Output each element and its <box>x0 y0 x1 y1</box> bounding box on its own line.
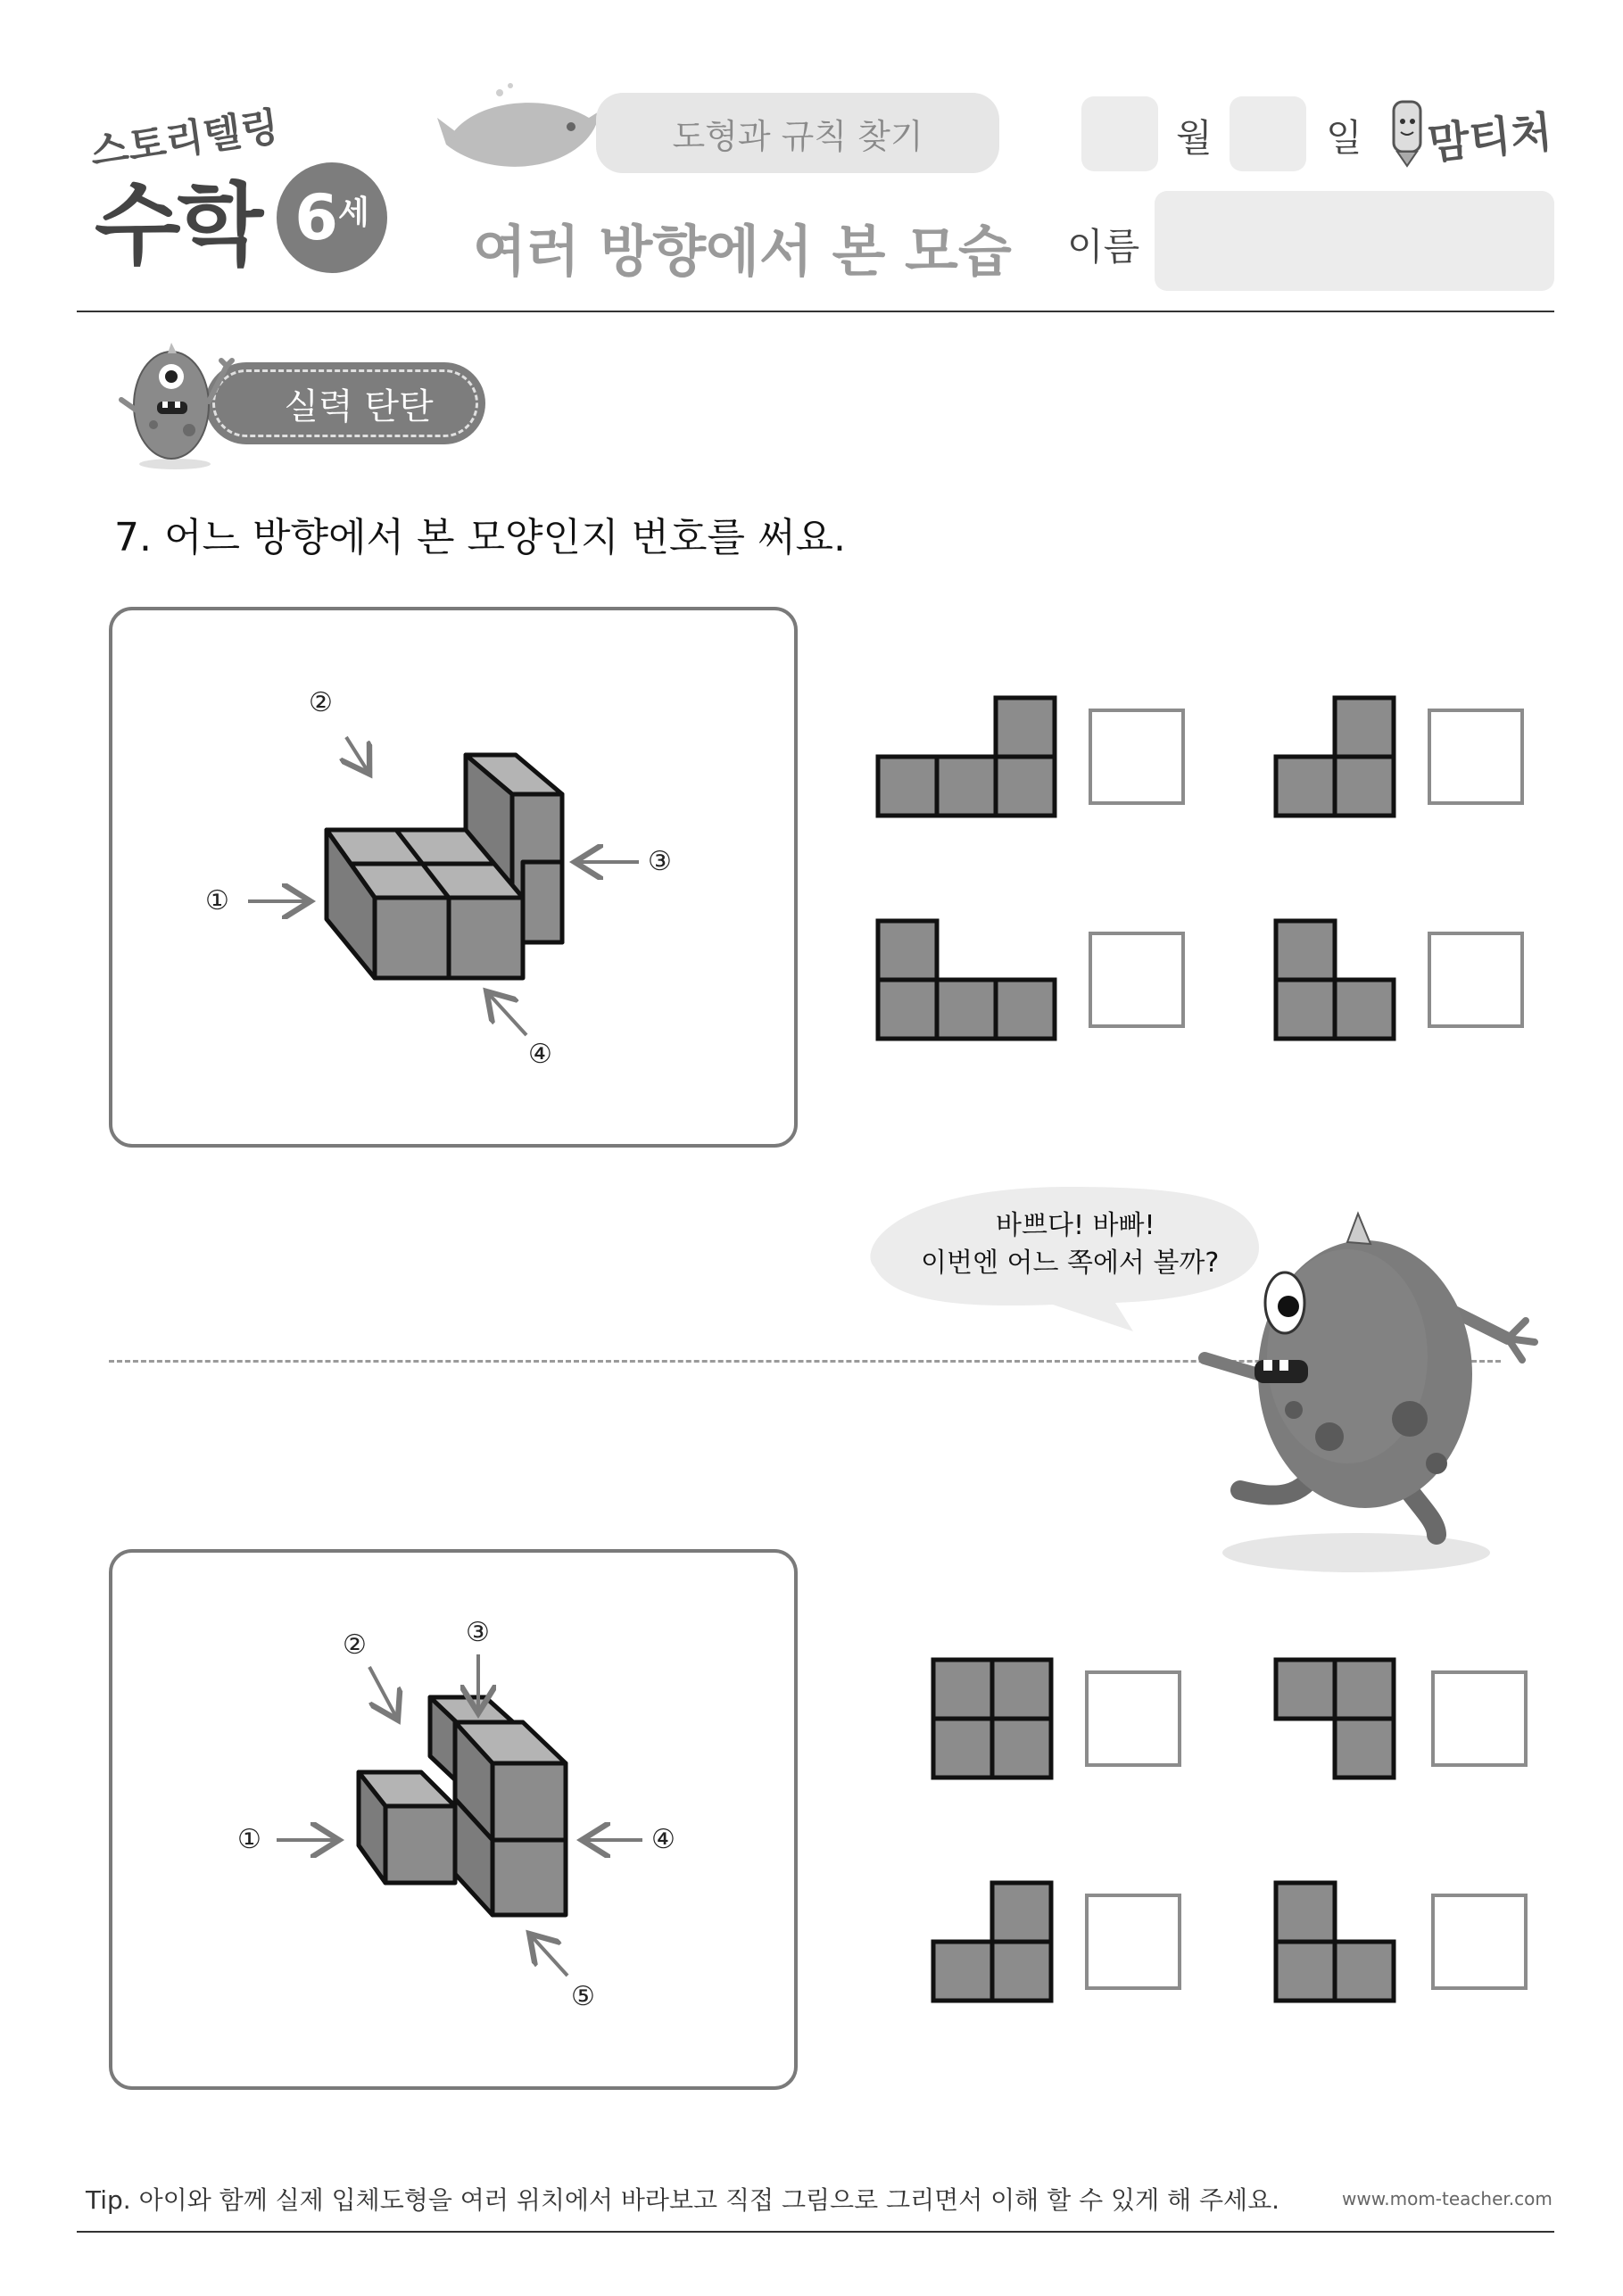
p1-direction-1: ① <box>205 885 229 916</box>
p2-answer-c[interactable] <box>1085 1894 1181 1990</box>
p2-direction-5: ⑤ <box>571 1981 595 2012</box>
day-label: 일 <box>1326 116 1362 160</box>
age-unit: 세 <box>337 194 369 231</box>
p2-direction-3: ③ <box>466 1617 490 1648</box>
question-text: 7. 어느 방향에서 본 모양인지 번호를 써요. <box>114 515 846 560</box>
speech-line-2: 이번엔 어느 쪽에서 볼까? <box>921 1247 1220 1279</box>
series-small-title: 스토리텔링 <box>87 104 282 176</box>
p2-direction-2: ② <box>343 1629 367 1661</box>
month-label: 월 <box>1176 116 1213 160</box>
footer-divider <box>77 2231 1554 2233</box>
p2-direction-1: ① <box>237 1824 261 1855</box>
page-title: 여러 방향에서 본 모습 <box>473 219 1012 284</box>
brand-logo: 맘티처 <box>1425 106 1555 170</box>
p2-option-c-shape <box>933 1883 1051 2001</box>
p2-option-b-shape <box>1276 1660 1394 1778</box>
speech-line-1: 바쁘다! 바빠! <box>996 1210 1155 1241</box>
p2-option-a-shape <box>933 1660 1051 1778</box>
topic-label: 도형과 규칙 찾기 <box>672 116 923 156</box>
p2-answer-b[interactable] <box>1431 1670 1528 1767</box>
p2-direction-4: ④ <box>651 1824 675 1855</box>
p1-direction-2: ② <box>309 687 333 718</box>
p2-option-d-shape <box>1276 1883 1394 2001</box>
footer-tip: Tip. 아이와 함께 실제 입체도형을 여러 위치에서 바라보고 직접 그림으로 그리면서 이해 할 수 있게 해 주세요. <box>86 2185 1280 2215</box>
name-label: 이름 <box>1067 225 1140 269</box>
p2-answer-d[interactable] <box>1431 1894 1528 1990</box>
series-big-title: 수학 <box>95 173 261 278</box>
age-number: 6 <box>294 181 338 254</box>
footer-url: www.mom-teacher.com <box>1342 2188 1553 2209</box>
p1-direction-4: ④ <box>528 1039 552 1070</box>
level-badge-label: 실력 탄탄 <box>284 385 434 427</box>
p2-answer-a[interactable] <box>1085 1670 1181 1767</box>
p1-direction-3: ③ <box>648 846 672 877</box>
